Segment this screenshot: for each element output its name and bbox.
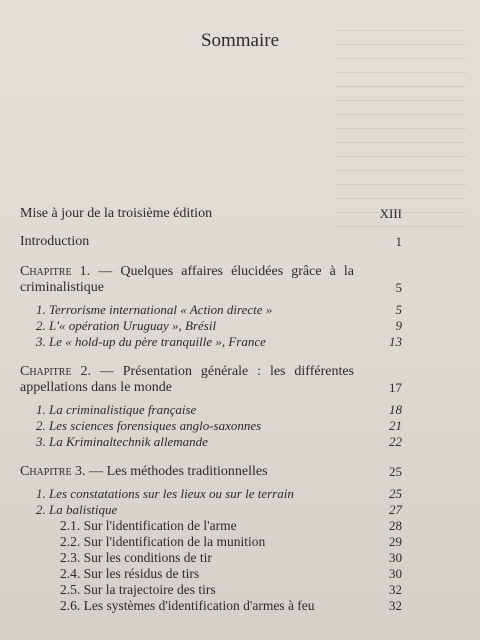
subsection-code: 2.1. [60,518,81,533]
section-code: 2. [36,318,46,333]
subsection-code: 2.3. [60,550,81,565]
toc-chapter-3 [20,464,402,480]
section-label: Le « hold-up du père tranquille », France [49,334,266,349]
toc-page-number: XIII [379,206,402,221]
toc-page-number: 5 [395,280,402,295]
section-code: 3. [36,434,46,449]
chapter-prefix: Chapitre 3. — [20,464,104,479]
toc-page-number: 13 [389,334,402,349]
section-code: 2. [36,418,46,433]
toc-page-number: 30 [389,566,402,581]
toc-page-number: 18 [389,402,402,417]
chapter-prefix: Chapitre 2. — [20,364,114,379]
toc-section [20,302,402,318]
section-label: L'« opération Uruguay », Brésil [49,318,217,333]
toc-page-number: 21 [389,418,402,433]
toc-subsection [20,566,402,582]
chapter-title: Présentation générale : les différentes appellations dans le monde [20,364,355,395]
toc-section [20,318,402,334]
toc-subsection [20,518,402,534]
section-code: 3. [36,334,46,349]
toc-section [20,402,402,418]
subsection-code: 2.4. [60,566,81,581]
chapter-title: Les méthodes traditionnelles [106,464,268,479]
section-label: La Kriminaltechnik allemande [49,434,208,449]
toc-page-number: 27 [389,502,402,517]
section-label: Les sciences forensiques anglo-saxonnes [49,418,262,433]
toc-page-number: 28 [389,518,402,533]
toc-page-number: 29 [389,534,402,549]
toc-subsection [20,598,402,614]
section-code: 2. [36,502,46,517]
section-label: Les constatations sur les lieux ou sur le terrain [49,486,294,501]
toc-subsection [20,550,402,566]
toc-section [20,418,402,434]
toc-page-number: 5 [395,302,402,317]
toc-subsection [20,582,402,598]
section-code: 1. [36,302,46,317]
chapter-prefix: Chapitre 1. — [20,264,113,279]
page-title: Sommaire [200,30,280,51]
toc-entry-label: Introduction [20,234,90,249]
toc-subsection [20,534,402,550]
subsection-label: Sur les conditions de tir [83,550,212,565]
section-code: 1. [36,486,46,501]
toc-page-number: 30 [389,550,402,565]
toc-section [20,502,402,518]
toc-section [20,334,402,350]
toc-page-number: 9 [395,318,402,333]
toc-page-number: 32 [389,582,402,597]
toc-section [20,486,402,502]
subsection-code: 2.2. [60,534,81,549]
section-label: La criminalistique française [49,402,197,417]
subsection-label: Les systèmes d'identification d'armes à feu [83,598,315,613]
toc-chapter-2 [20,364,402,396]
toc-section [20,434,402,450]
toc-page-number: 22 [389,434,402,449]
show-through-text [336,30,466,230]
subsection-label: Sur l'identification de l'arme [83,518,237,533]
subsection-code: 2.6. [60,598,81,613]
subsection-code: 2.5. [60,582,81,597]
section-label: La balistique [49,502,118,517]
toc-entry-update [20,206,402,222]
toc-entry-label: Mise à jour de la troisième édition [20,206,213,221]
toc-page-number: 1 [395,234,402,249]
subsection-label: Sur la trajectoire des tirs [83,582,216,597]
table-of-contents [20,206,402,614]
section-code: 1. [36,402,46,417]
toc-chapter-1 [20,264,402,296]
section-label: Terrorisme international « Action directe » [49,302,273,317]
subsection-label: Sur les résidus de tirs [83,566,200,581]
toc-page-number: 17 [389,380,402,395]
toc-page-number: 25 [389,464,402,479]
toc-page-number: 25 [389,486,402,501]
chapter-title: Quelques affaires élucidées grâce à la criminalistique [20,264,355,295]
toc-page-number: 32 [389,598,402,613]
toc-entry-introduction [20,234,402,250]
subsection-label: Sur l'identification de la munition [83,534,266,549]
